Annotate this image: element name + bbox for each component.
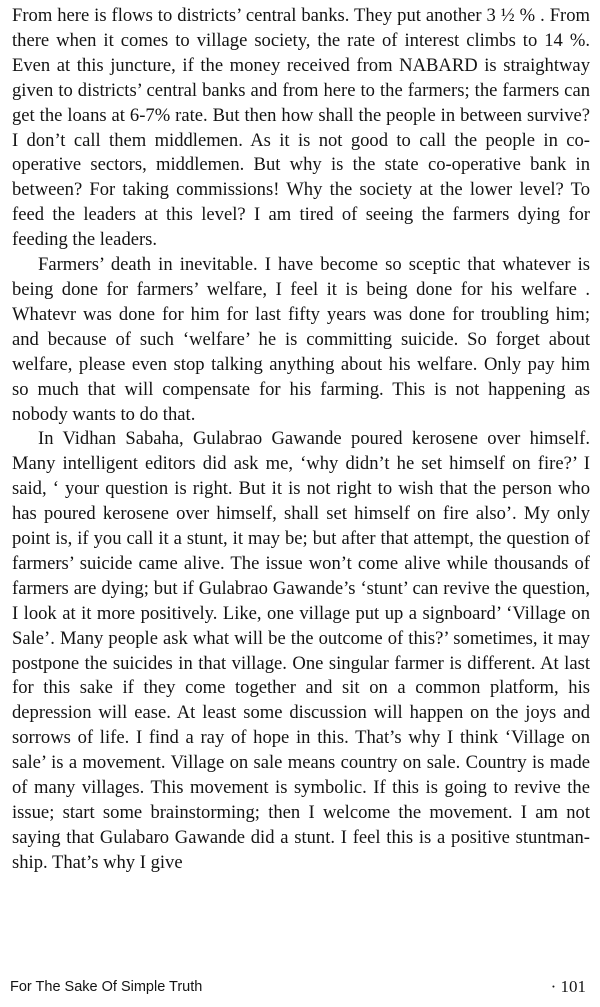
page-body bbox=[12, 4, 590, 876]
footer-page-number: · 101 bbox=[550, 977, 586, 996]
paragraph-vidhan-sabha: In Vidhan Sabaha, Gulabrao Gawande poured kerosene over himself. Many intelligent editors did ask me, ‘why didn’t he set himself on fire?’ I said, ‘ your question is right. But it is not right to wish that the person who has poured kerosene over himself, shall set himself on fire also’. My only point is, if you call it a stunt, it may be; but after that attempt, the question of farmers’ suicide came alive. The issue won’t come alive while thousands of farmers are dying; but if Gulabrao Gawande’s ‘stunt’ can revive the question, I look at it more positively. Like, one village put up a signboard’ ‘Village on Sale’. Many people ask what will be the outcome of this?’ sometimes, it may postpone the suicides in that village. One singular farmer is different. At last for this sake if they come together and sit on a common platform, his depression will ease. At least some discussion will happen on the joys and sorrows of life. I find a ray of hope in this. That’s why I think ‘Village on sale’ is a movement. Village on sale means country on sale. Country is made of many villages. This movement is symbolic. If this is going to revive the issue; start some brainstorming; then I welcome the movement. I am not saying that Gulabaro Gawande did a stunt. I feel this is a positive stuntman-ship. That’s why I give bbox=[12, 428, 590, 873]
paragraph-interest-rates: From here is flows to districts’ central banks. They put another 3 ½ % . From there when it comes to village society, the rate of interest climbs to 14 %. Even at this juncture, if the money received from NABARD is straightway given to districts’ central banks and from here to the farmers; the farmers can get the loans at 6-7% rate. But then how shall the people in between survive? I don’t call them middlemen. As it is not good to call the people in co-operative sectors, middlemen. But why is the state co-operative bank in between? For taking commissions! Why the society at the lower level? To feed the leaders at this level? I am tired of seeing the farmers dying for feeding the leaders. bbox=[12, 5, 590, 251]
footer-book-title: For The Sake Of Simple Truth bbox=[10, 979, 203, 995]
paragraph-farmers-death: Farmers’ death in inevitable. I have become so sceptic that whatever is being done for farmers’ welfare, I feel it is being done for his welfare . Whatevr was done for him for last fifty years was done for troubling him; and because of such ‘welfare’ he is committing suicide. So forget about welfare, please even stop talking anything about his welfare. Only pay him so much that will compensate for his farming. This is not happening as nobody wants to do that. bbox=[12, 254, 590, 425]
